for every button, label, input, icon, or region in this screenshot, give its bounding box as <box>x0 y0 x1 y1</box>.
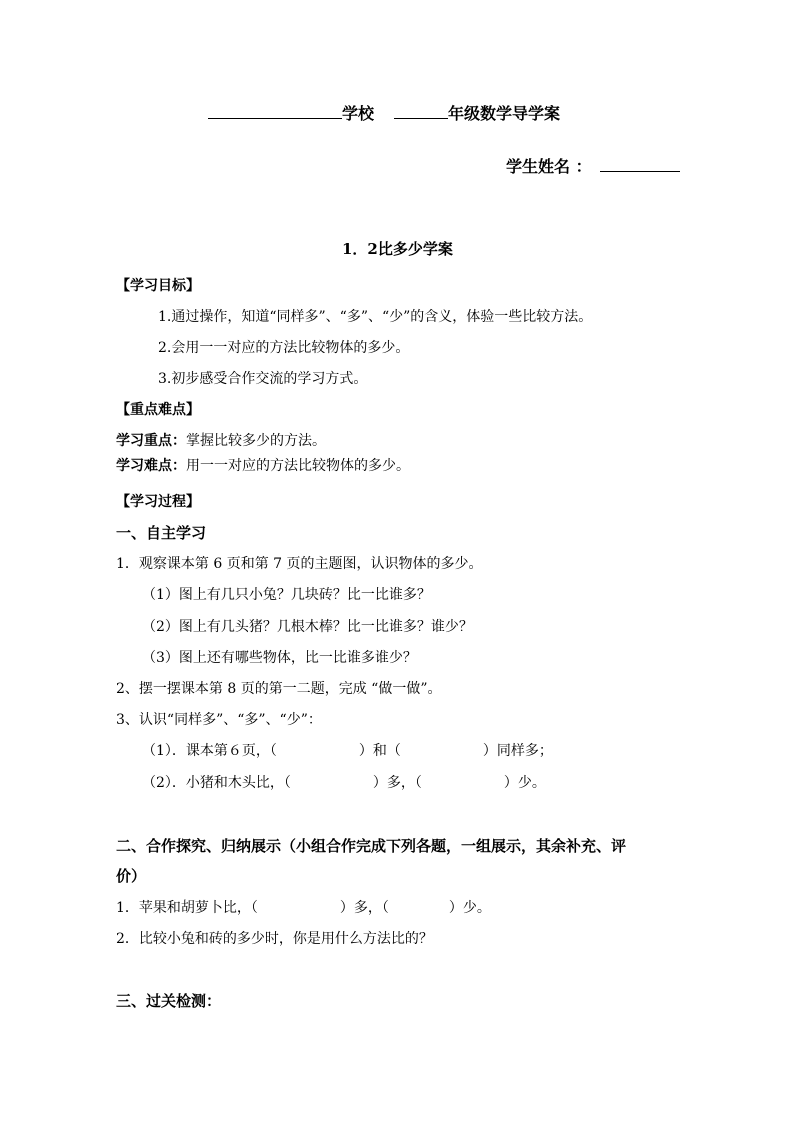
goal-item: 3.初步感受合作交流的学习方式。 <box>158 371 368 387</box>
fill-text: 1．苹果和胡萝卜比，（ <box>116 900 258 916</box>
section1-q1-sub: （3）图上还有哪些物体，比一比谁多谁少？ <box>142 650 417 666</box>
section1-q2: 2、摆一摆课本第 8 页的第一二题，完成 “做一做”。 <box>116 681 442 697</box>
fill-text: ）少。 <box>503 775 546 791</box>
fill-text: （1）．课本第６页，（ <box>142 743 277 759</box>
process-heading: 【学习过程】 <box>116 494 200 510</box>
worksheet-header <box>208 102 560 124</box>
section1-q3-sub2 <box>142 773 546 793</box>
section2-title: 二、合作探究、归纳展示（小组合作完成下列各题，一组展示，其余补充、评 <box>116 837 627 855</box>
difficulty-text: 用一一对应的方法比较物体的多少。 <box>186 458 410 474</box>
section3-title: 三、过关检测： <box>116 992 222 1010</box>
difficulty-label: 学习难点： <box>116 458 186 474</box>
section1-q1: 1．观察课本第 6 页和第 7 页的主题图，认识物体的多少。 <box>116 556 483 572</box>
school-suffix: 学校 <box>342 104 375 123</box>
fill-text: （2）．小猪和木头比，（ <box>142 775 291 791</box>
grade-suffix: 年级数学导学案 <box>448 104 561 123</box>
student-name-blank[interactable] <box>600 155 680 172</box>
section1-q3-sub1 <box>142 741 553 761</box>
fill-text: ）少。 <box>448 900 491 916</box>
fill-text: ）多，（ <box>372 775 422 791</box>
difficulty-row <box>116 456 410 476</box>
section2-q2: 2．比较小兔和砖的多少时，你是用什么方法比的？ <box>116 931 433 947</box>
fill-text: ）同样多； <box>482 743 553 759</box>
goal-item: 1.通过操作，知道“同样多”、“多”、“少”的含义，体验一些比较方法。 <box>158 309 593 325</box>
focus-label: 学习重点： <box>116 433 186 449</box>
student-name-label: 学生姓名 ： <box>506 157 592 176</box>
key-points-heading: 【重点难点】 <box>116 402 200 418</box>
section2-title-cont: 价） <box>116 867 147 885</box>
grade-blank[interactable] <box>394 102 448 119</box>
focus-row <box>116 431 326 451</box>
focus-text: 掌握比较多少的方法。 <box>186 433 326 449</box>
section1-q1-sub: （2）图上有几头猪？几根木棒？比一比谁多？谁少？ <box>142 619 473 635</box>
section1-q3: 3、认识“同样多”、“多”、“少”： <box>116 712 322 728</box>
fill-text: ）多，（ <box>339 900 389 916</box>
section2-q1 <box>116 898 491 918</box>
goals-heading: 【学习目标】 <box>116 278 200 294</box>
school-name-blank[interactable] <box>208 102 342 119</box>
student-name-row <box>506 155 680 177</box>
lesson-title: 1．2比多少学案 <box>342 240 453 258</box>
fill-text: ）和（ <box>358 743 401 759</box>
section1-title: 一、自主学习 <box>116 524 207 542</box>
section1-q1-sub: （1）图上有几只小兔？几块砖？比一比谁多？ <box>142 587 431 603</box>
goal-item: 2.会用一一对应的方法比较物体的多少。 <box>158 340 410 356</box>
